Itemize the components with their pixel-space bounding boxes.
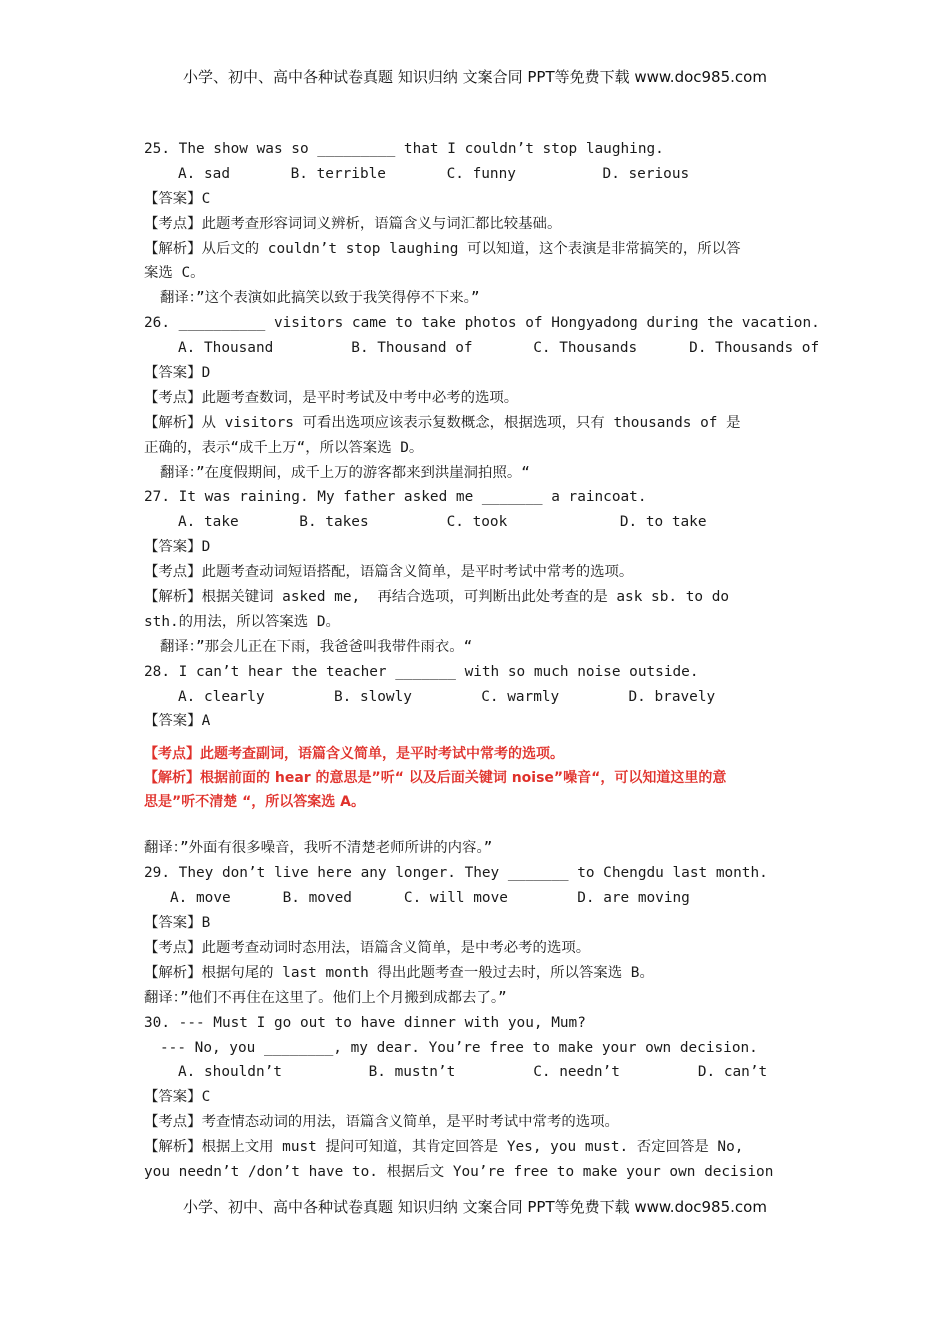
- question-25: 25. The show was so _________ that I couldn’t stop laughing.: [144, 141, 664, 157]
- question-25-options: A. sad B. terrible C. funny D. serious: [178, 165, 690, 182]
- question-30-analysis-line-2: you needn’t /don’t have to. 根据后文 You’re free to make your own decision: [144, 1163, 774, 1180]
- page-header: 小学、初中、高中各种试卷真题 知识归纳 文案合同 PPT等免费下载 www.doc985.com: [183, 68, 767, 86]
- question-28-analysis-line-1: 【解析】根据前面的 hear 的意思是”听“ 以及后面关键词 noise”噪音“，可以知道这里的意: [144, 770, 727, 787]
- page-footer: 小学、初中、高中各种试卷真题 知识归纳 文案合同 PPT等免费下载 www.doc985.com: [183, 1198, 767, 1216]
- question-25-analysis-line-1: 【解析】从后文的 couldn’t stop laughing 可以知道，这个表演是非常搞笑的，所以答: [144, 240, 741, 257]
- question-30-analysis-line-1: 【解析】根据上文用 must 提问可知道，其肯定回答是 Yes, you must. 否定回答是 No,: [144, 1139, 744, 1156]
- question-27-answer: 【答案】D: [144, 539, 211, 556]
- question-27-analysis-line-2: sth.的用法，所以答案选 D。: [144, 613, 340, 630]
- question-28-analysis-line-2: 思是”听不清楚 “，所以答案选 A。: [144, 794, 365, 811]
- question-27-point: 【考点】此题考查动词短语搭配，语篇含义简单，是平时考试中常考的选项。: [144, 564, 634, 581]
- question-29-analysis: 【解析】根据句尾的 last month 得出此题考查一般过去时，所以答案选 B。: [144, 964, 654, 981]
- question-29-options: A. move B. moved C. will move D. are moving: [170, 890, 690, 907]
- question-27-analysis-line-1: 【解析】根据关键词 asked me, 再结合选项，可判断出此处考查的是 ask sb. to do: [144, 589, 730, 606]
- question-27: 27. It was raining. My father asked me _______ a raincoat.: [144, 489, 647, 506]
- question-28-options: A. clearly B. slowly C. warmly D. bravely: [178, 688, 716, 705]
- question-30-options: A. shouldn’t B. mustn’t C. needn’t D. can’t: [178, 1064, 768, 1081]
- question-26-options: A. Thousand B. Thousand of C. Thousands D. Thousands of: [178, 340, 820, 357]
- question-25-point: 【考点】此题考查形容词词义辨析，语篇含义与词汇都比较基础。: [144, 215, 562, 232]
- question-30-point: 【考点】考查情态动词的用法，语篇含义简单，是平时考试中常考的选项。: [144, 1114, 619, 1131]
- question-30-answer: 【答案】C: [144, 1089, 211, 1106]
- document-body: [144, 137, 820, 1185]
- question-29: 29. They don’t live here any longer. They _______ to Chengdu last month.: [144, 865, 768, 882]
- question-29-translation: 翻译：”他们不再住在这里了。他们上个月搬到成都去了。”: [144, 989, 507, 1006]
- question-28-translation: 翻译：”外面有很多噪音，我听不清楚老师所讲的内容。”: [144, 840, 493, 857]
- question-30-line-1: 30. --- Must I go out to have dinner with you, Mum?: [144, 1014, 586, 1031]
- question-26-translation: 翻译：”在度假期间，成千上万的游客都来到洪崖洞拍照。“: [160, 464, 530, 481]
- question-27-translation: 翻译：”那会儿正在下雨，我爸爸叫我带件雨衣。“: [160, 638, 473, 655]
- question-26-analysis-line-1: 【解析】从 visitors 可看出选项应该表示复数概念，根据选项，只有 thousands of 是: [144, 414, 741, 431]
- question-25-answer: 【答案】C: [144, 190, 211, 207]
- question-26: 26. __________ visitors came to take photos of Hongyadong during the vacation.: [144, 315, 820, 332]
- question-28-point: 【考点】此题考查副词，语篇含义简单，是平时考试中常考的选项。: [144, 746, 564, 763]
- question-27-options: A. take B. takes C. took D. to take: [178, 514, 707, 531]
- question-26-point: 【考点】此题考查数词，是平时考试及中考中必考的选项。: [144, 389, 519, 406]
- question-28: 28. I can’t hear the teacher _______ with so much noise outside.: [144, 663, 699, 680]
- question-25-translation: 翻译：”这个表演如此搞笑以致于我笑得停不下来。”: [160, 290, 480, 307]
- question-28-red-annotation: [144, 742, 816, 814]
- question-29-point: 【考点】此题考查动词时态用法，语篇含义简单，是中考必考的选项。: [144, 939, 591, 956]
- question-30-line-2: --- No, you ________, my dear. You’re free to make your own decision.: [160, 1039, 758, 1056]
- question-25-analysis-line-2: 案选 C。: [144, 265, 205, 282]
- question-26-analysis-line-2: 正确的，表示“成千上万“，所以答案选 D。: [144, 439, 424, 456]
- question-29-answer: 【答案】B: [144, 915, 211, 932]
- question-28-answer: 【答案】A: [144, 713, 211, 730]
- question-26-answer: 【答案】D: [144, 365, 211, 382]
